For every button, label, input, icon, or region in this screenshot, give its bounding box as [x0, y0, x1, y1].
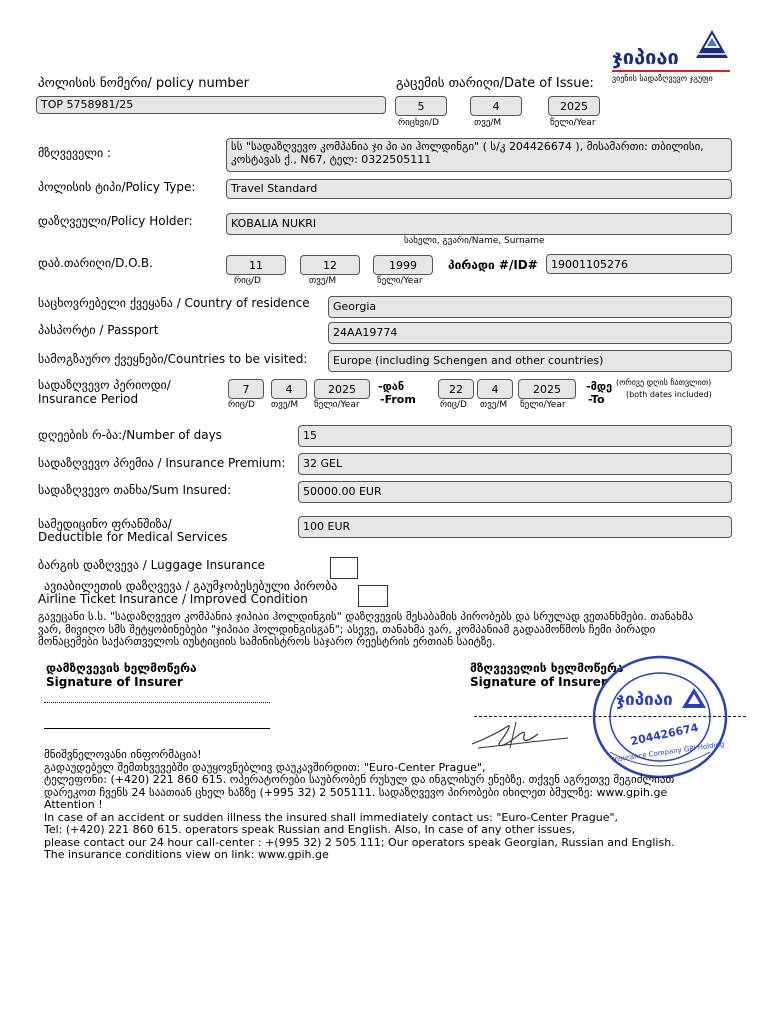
agreement-line: გავეცანი ს.ს. "სადაზღვევო კომპანია ჯიპიაი ჰოლდინგის" დაზღვევის მესაბამის პირობებს და სრულად ვეთანხმები. თანახმა [38, 610, 694, 623]
dob-month-caption: თვე/M [309, 276, 337, 286]
period-label-ge: სადაზღვევო პერიოდი/ [38, 378, 171, 392]
notes-line: Tel: (+420) 221 860 615. operators speak Russian and English. Also, In case of any other issues, [44, 823, 576, 836]
countries-field: Europe (including Schengen and other countries) [328, 350, 732, 372]
premium-field: 32 GEL [298, 453, 732, 475]
dob-day-caption: რიც/D [234, 276, 261, 286]
residence-field: Georgia [328, 296, 732, 318]
period-from-year: 2025 [314, 379, 370, 399]
policy-type-field: Travel Standard [226, 179, 732, 199]
logo-underline [612, 70, 730, 72]
stamp-brand: ჯიპიაი [616, 690, 673, 710]
period-to-year: 2025 [518, 379, 576, 399]
stamp-number: 204426674 [629, 720, 700, 749]
dob-day-field: 11 [226, 255, 286, 275]
issue-day-field: 5 [395, 96, 447, 116]
dob-year-caption: წელი/Year [377, 276, 423, 286]
period-from-en: -From [380, 393, 416, 406]
issue-day-caption: რიცხვი/D [398, 118, 439, 128]
agreement-line: მონაცემები საქართველოს იუსტიციის სამინისტროს საჯარო რეესტრის ერთიან საიტზე. [38, 635, 496, 648]
notes-line: მნიშვნელოვანი ინფორმაცია! [44, 748, 202, 761]
period-from-day-caption: რიც/D [228, 400, 255, 410]
luggage-checkbox[interactable] [330, 557, 358, 579]
period-from-year-caption: წელი/Year [314, 400, 360, 410]
agreement-text [38, 611, 738, 649]
premium-label: სადაზღვევო პრემია / Insurance Premium: [38, 456, 286, 470]
deductible-label-en: Deductible for Medical Services [38, 530, 228, 544]
issue-year-caption: წელი/Year [550, 118, 596, 128]
dob-month-field: 12 [300, 255, 360, 275]
insured-signature-label-en: Signature of Insurer [46, 675, 183, 689]
period-to-month: 4 [477, 379, 513, 399]
days-field: 15 [298, 425, 732, 447]
logo-mountain-icon [694, 28, 730, 60]
airline-checkbox[interactable] [358, 585, 388, 607]
sum-insured-label: სადაზღვევო თანხა/Sum Insured: [38, 483, 232, 497]
countries-label: სამოგზაურო ქვეყნები/Countries to be visited: [38, 352, 308, 366]
passport-label: პასპორტი / Passport [38, 323, 159, 337]
period-to-day-caption: რიც/D [440, 400, 467, 410]
period-from-ge: -დან [378, 380, 405, 393]
period-note-en: (both dates included) [626, 390, 712, 399]
insured-signature-line [44, 728, 270, 729]
passport-field: 24AA19774 [328, 322, 732, 344]
holder-label: დაზღვეული/Policy Holder: [38, 214, 193, 228]
company-logo [612, 28, 732, 88]
policy-number-label: პოლისის ნომერი/ policy number [38, 76, 249, 91]
notes-line: The insurance conditions view on link: www.gpih.ge [44, 848, 329, 861]
issue-month-caption: თვე/M [474, 118, 502, 128]
holder-name-caption: სახელი, გვარი/Name, Surname [404, 236, 545, 246]
issue-year-field: 2025 [548, 96, 600, 116]
insurer-signature-label-ge: მზღვეველის ხელმოწერა [470, 661, 624, 675]
policy-number-field: TOP 5758981/25 [36, 96, 386, 114]
period-to-day: 22 [438, 379, 474, 399]
period-from-month-caption: თვე/M [271, 400, 299, 410]
insured-signature-dotted-line [44, 702, 270, 703]
airline-label-en: Airline Ticket Insurance / Improved Condition [38, 592, 308, 606]
id-label: პირადი #/ID# [448, 258, 538, 272]
airline-label-ge: ავიაბილეთის დაზღვევა / გაუმჯობესებული პირობა [44, 579, 338, 593]
issue-month-field: 4 [470, 96, 522, 116]
period-from-day: 7 [228, 379, 264, 399]
notes-line: In case of an accident or sudden illness the insured shall immediately contact us: "Euro-Center Prague", [44, 810, 619, 824]
deductible-label-ge: სამედიცინო ფრანშიზა/ [38, 517, 172, 531]
holder-field: KOBALIA NUKRI [226, 213, 732, 235]
notes-line: გადაუდებელ შემთხვევებში დაუყოვნებლივ დაუკავშირდით: "Euro-Center Prague", [44, 760, 486, 774]
insurer-handwritten-signature [468, 718, 578, 752]
notes-block [44, 749, 675, 862]
dob-year-field: 1999 [373, 255, 433, 275]
insurer-label: მზღვეველი : [38, 146, 112, 160]
insured-signature-label-ge: დამზღვევის ხელმოწერა [46, 661, 197, 675]
period-to-month-caption: თვე/M [480, 400, 508, 410]
period-to-year-caption: წელი/Year [520, 400, 566, 410]
period-to-en: -To [588, 393, 605, 406]
deductible-field: 100 EUR [298, 516, 732, 538]
issue-date-label: გაცემის თარიღი/Date of Issue: [396, 76, 594, 91]
notes-line: დარეკოთ ჩვენს 24 საათიან ცხელ ხაზზე (+995 32) 2 505111. სადაზღვევო პირობები იხილეთ ბმულზე: www.gpih.ge [44, 785, 668, 799]
period-note-ge: (ორივე დღის ჩათვლით) [616, 378, 712, 387]
residence-label: საცხოვრებელი ქვეყანა / Country of residence [38, 296, 310, 310]
stamp-text-en: Insurance Company GPI Holding [611, 740, 725, 764]
insurer-signature-label-en: Signature of Insurer [470, 675, 607, 689]
dob-label: დაბ.თარიღი/D.O.B. [38, 256, 153, 270]
logo-brand: ჯიპიაი [612, 45, 679, 69]
notes-line: ტელეფონი: (+420) 221 860 615. ოპერატორები საუბრობენ რუსულ და ინგლისურ ენებზე. თქვენ აგრეთვე შეგიძლიათ [44, 773, 675, 786]
id-field: 19001105276 [546, 254, 732, 274]
period-label-en: Insurance Period [38, 392, 139, 406]
luggage-label: ბარგის დაზღვევა / Luggage Insurance [38, 558, 265, 572]
insurer-field: სს "სადაზღვევო კომპანია ჯი პი აი ჰოლდინგი" ( ს/კ 204426674 ), მისამართი: თბილისი, კოსტავას ქ., N67, ტელ: 0322505111 [226, 138, 732, 172]
policy-type-label: პოლისის ტიპი/Policy Type: [38, 180, 196, 194]
sum-insured-field: 50000.00 EUR [298, 481, 732, 503]
notes-line: please contact our 24 hour call-center : +(995 32) 2 505 111; Our operators speak Georgian, Russian and English. [44, 835, 675, 849]
days-label: დღეების რ-ბა:/Number of days [38, 428, 222, 442]
period-to-ge: -მდე [586, 380, 613, 393]
notes-line: Attention ! [44, 798, 103, 811]
period-from-month: 4 [271, 379, 307, 399]
logo-tagline: ვიენის სადაზღვევო ჯგუფი [612, 74, 713, 83]
agreement-line: ვარ, მივიღო სმს შეტყობინებები "ჯიპიაი ჰოლდინგისგან"; ასევე, თანახმა ვარ, კომპანიამ გადაამოწმოს ჩემი პირადი [38, 622, 656, 636]
